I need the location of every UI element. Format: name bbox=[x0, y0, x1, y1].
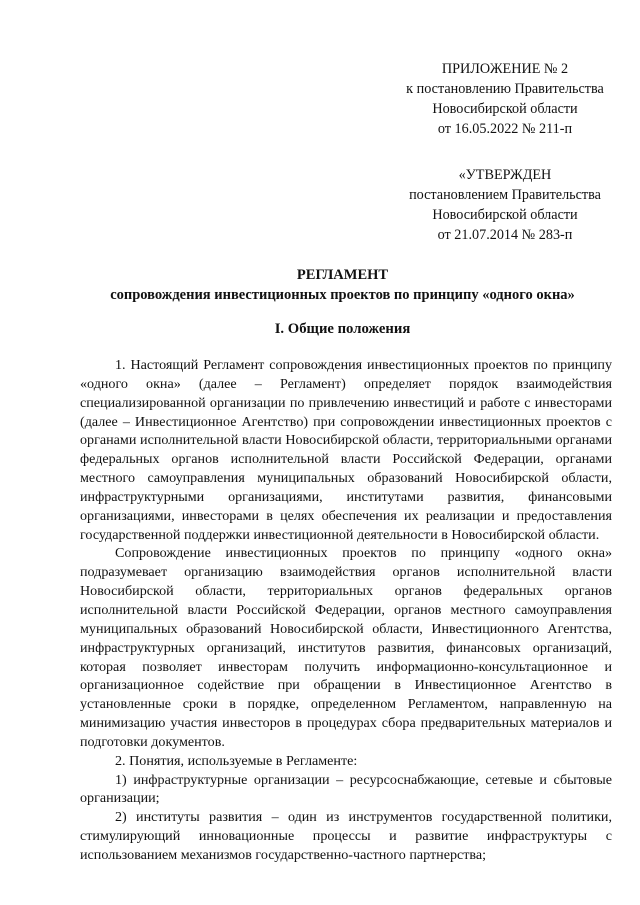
appendix-region: Новосибирской области bbox=[432, 101, 578, 117]
approval-stamp bbox=[395, 165, 615, 245]
paragraph-term-institutes: 2) институты развития – один из инструментов государственной политики, стимулирующий инновационные процессы и развитие инфраструктуры с использованием механизмов государственно-частного партнерства; bbox=[80, 809, 612, 863]
document-title: РЕГЛАМЕНТ bbox=[296, 267, 389, 283]
approval-date: от 21.07.2014 № 283-п bbox=[437, 227, 573, 243]
document-body bbox=[80, 356, 612, 865]
appendix-reference: к постановлению Правительства bbox=[406, 81, 604, 97]
paragraph-terms-intro: 2. Понятия, используемые в Регламенте: bbox=[115, 752, 358, 769]
paragraph-one-window-definition: Сопровождение инвестиционных проектов по принципу «одного окна» подразумевает организацию взаимодействия органов исполнительной власти Новосибирской области, территориальных органов федеральных органов исполнительной власти Российской Федерации, органов местного самоуправления муниципальных образований Новосибирской области, Инвестиционного Агентства, инфраструктурных организаций, институтов развития, финансовых организаций, которая позволяет инвесторам получить информационно-консультационное и организационное содействие при обращении в Инвестиционное Агентство в установленные сроки в порядке, определенном Регламентом, направленную на минимизацию участия инвесторов в процедурах сбора предварительных материалов и подготовки документов. bbox=[80, 545, 612, 750]
approval-region: Новосибирской области bbox=[432, 207, 578, 223]
document-subtitle: сопровождения инвестиционных проектов по принципу «одного окна» bbox=[110, 287, 575, 303]
appendix-date: от 16.05.2022 № 211-п bbox=[437, 121, 573, 137]
appendix-number: ПРИЛОЖЕНИЕ № 2 bbox=[441, 61, 569, 77]
approval-reference: постановлением Правительства bbox=[409, 187, 601, 203]
appendix-header bbox=[395, 59, 615, 139]
approval-label: «УТВЕРЖДЕН bbox=[458, 167, 552, 183]
section-heading: I. Общие положения bbox=[274, 321, 411, 337]
paragraph-regulation-scope: 1. Настоящий Регламент сопровождения инвестиционных проектов по принципу «одного окна» (далее – Регламент) определяет порядок взаимодействия специализированной организации по привлечению инвестиций и работе с инвесторами (далее – Инвестиционное Агентство) при сопровождении инвестиционных проектов с органами исполнительной власти Новосибирской области, территориальными органами федеральных органов исполнительной власти Российской Федерации, органами местного самоуправления муниципальных образований Новосибирской области, инфраструктурными организациями, институтами развития, финансовыми организациями, инвесторами в целях обеспечения их реализации и предоставления государственной поддержки инвестиционной деятельности в Новосибирской области. bbox=[80, 357, 612, 543]
paragraph-term-infrastructure: 1) инфраструктурные организации – ресурсоснабжающие, сетевые и сбытовые организации; bbox=[80, 771, 612, 807]
